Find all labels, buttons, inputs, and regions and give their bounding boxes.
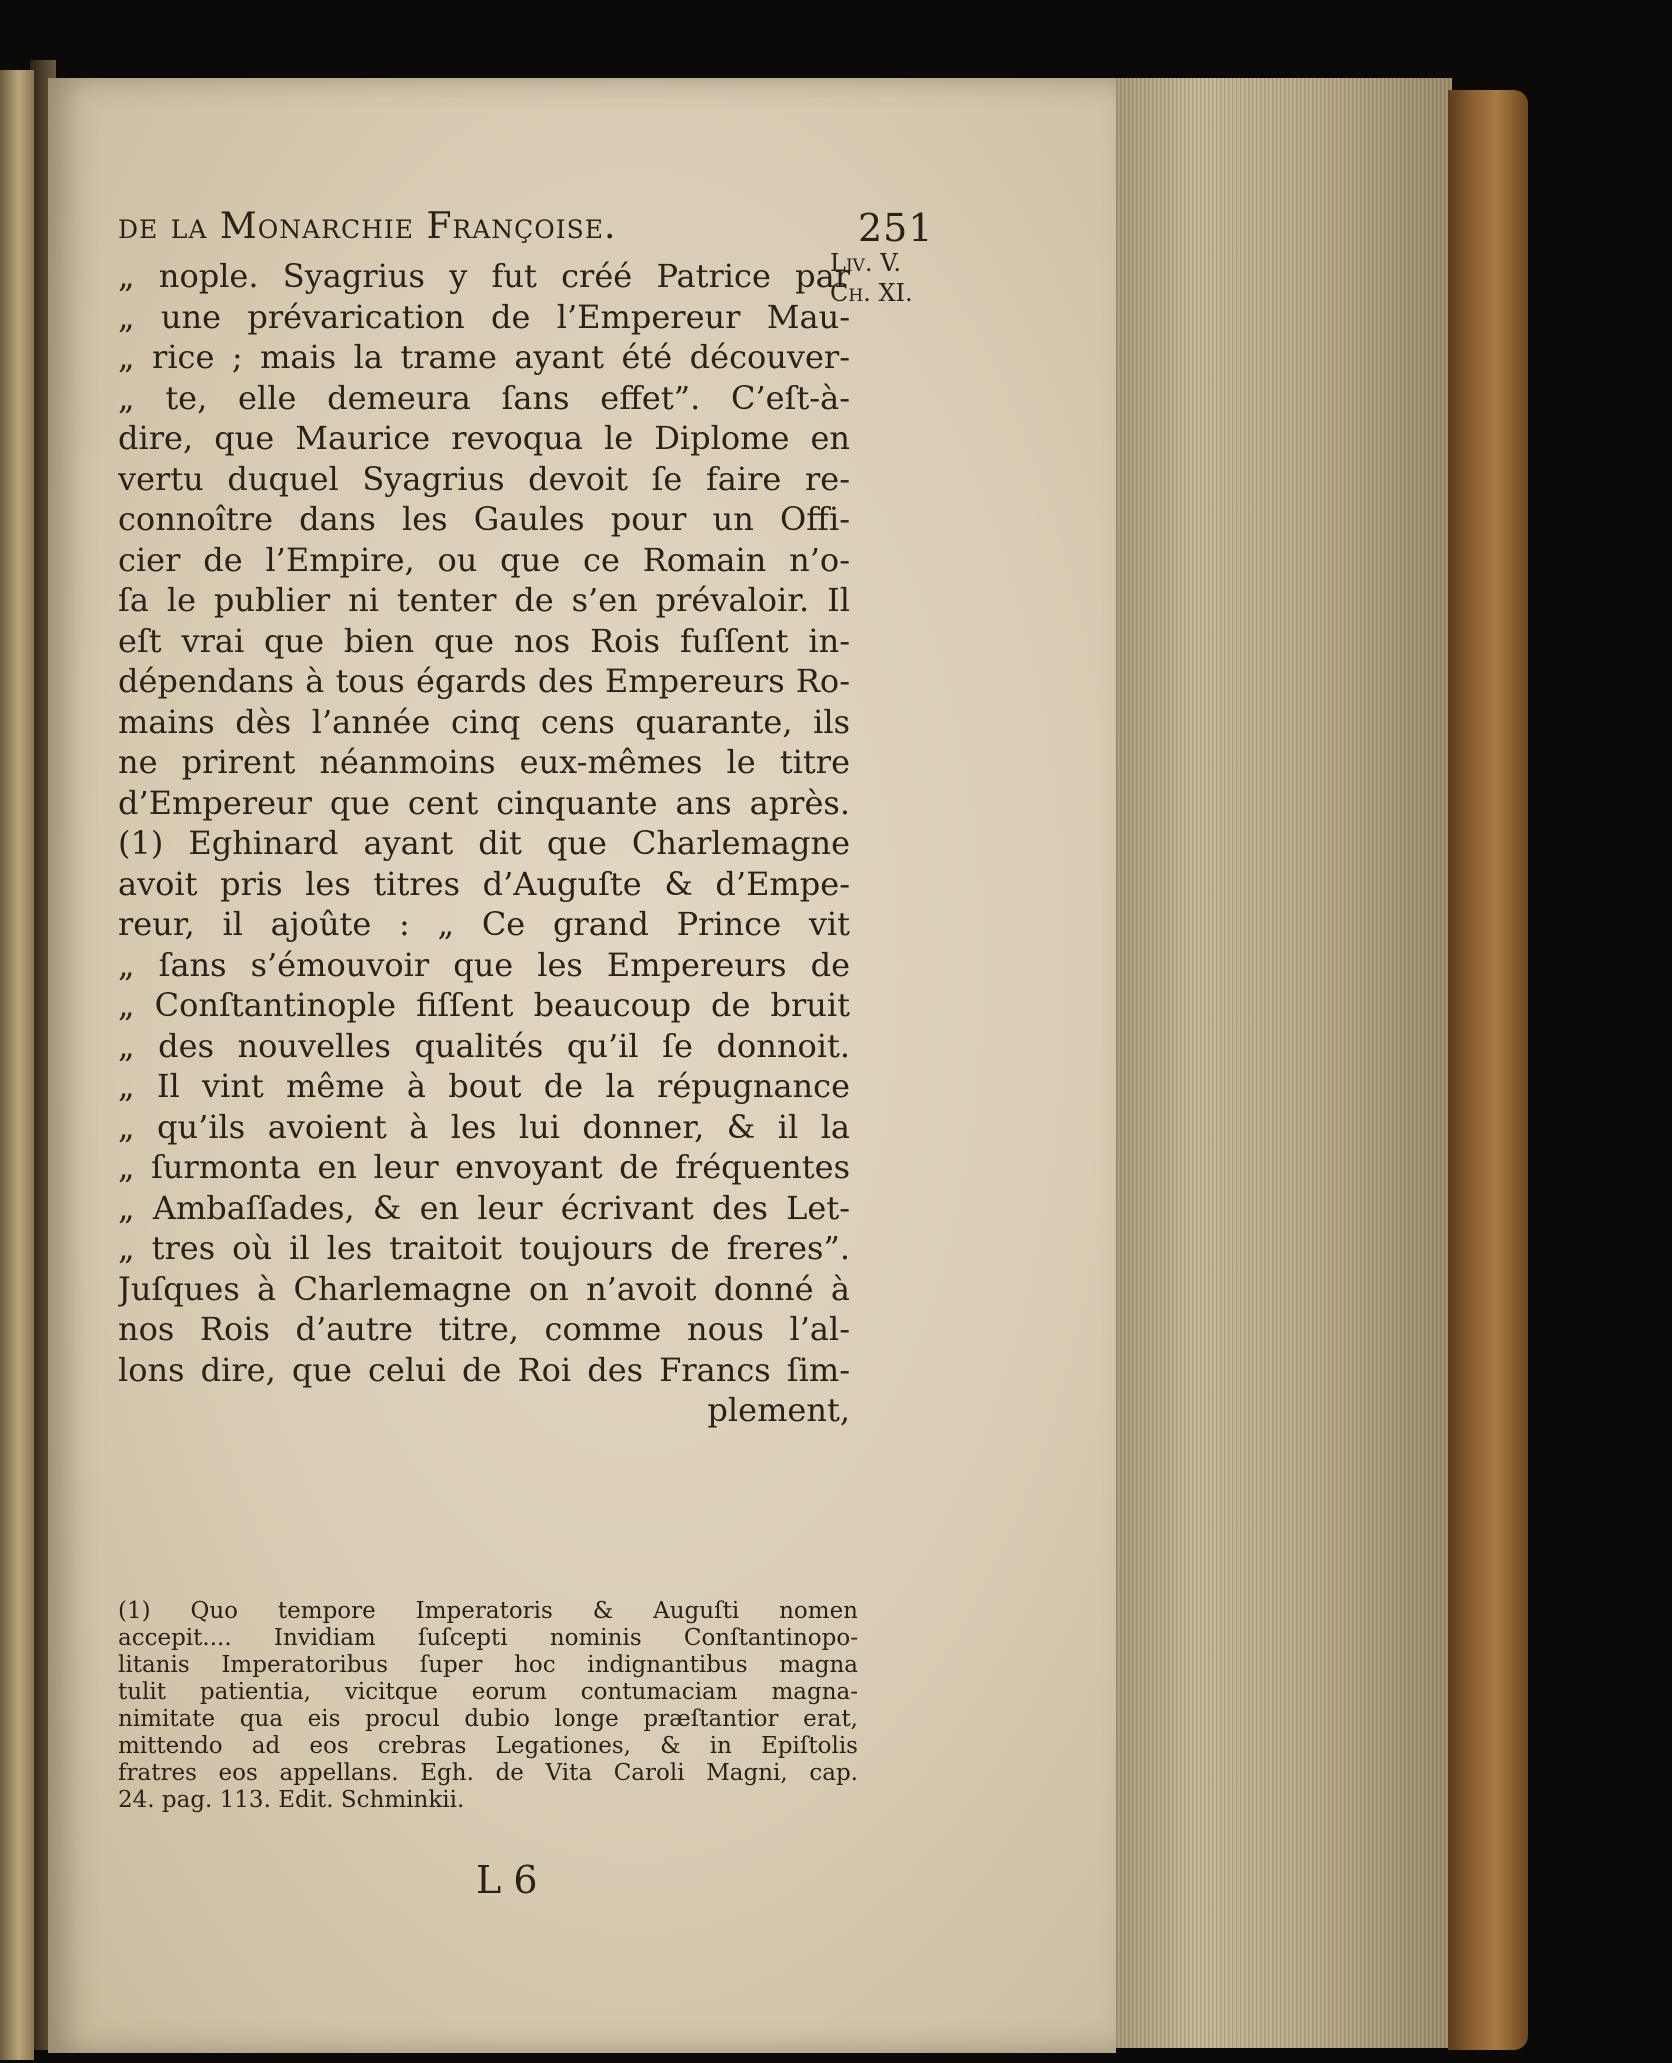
previous-page-edge bbox=[0, 70, 34, 2060]
running-title: de la Monarchie Françoise. bbox=[118, 206, 617, 247]
running-header bbox=[118, 206, 934, 250]
leather-cover-edge bbox=[1448, 90, 1528, 2050]
body-text bbox=[118, 256, 850, 1431]
body-line: eſt vrai que bien que nos Rois fuſſent in- bbox=[118, 621, 850, 660]
footnote-line: accepit.... Invidiam ſuſcepti nominis Conſtantinopo- bbox=[118, 1625, 858, 1651]
body-line: lons dire, que celui de Roi des Francs ſim- bbox=[118, 1350, 850, 1389]
signature-mark: L 6 bbox=[476, 1858, 538, 1902]
margin-note-chapter: Ch. XI. bbox=[830, 279, 913, 307]
body-line: „ Il vint même à bout de la répugnance bbox=[118, 1067, 850, 1105]
footnote-line: (1) Quo tempore Imperatoris & Auguſti nomen bbox=[118, 1598, 858, 1624]
margin-note-book: Liv. V. bbox=[830, 249, 901, 277]
body-line: „ tres où il les traitoit toujours de freres”. bbox=[118, 1229, 850, 1267]
footnote-line: nimitate qua eis procul dubio longe præſtantior erat, bbox=[118, 1706, 858, 1732]
footnote-line: 24. pag. 113. Edit. Schminkii. bbox=[118, 1787, 465, 1813]
body-line: „ te, elle demeura ſans effet”. C’eſt-à- bbox=[118, 378, 850, 417]
body-line: d’Empereur que cent cinquante ans après. bbox=[118, 783, 850, 822]
footnote-line: mittendo ad eos crebras Legationes, & in Epiſtolis bbox=[118, 1733, 858, 1759]
body-line: „ nople. Syagrius y fut créé Patrice par bbox=[118, 257, 850, 295]
body-line: „ Conſtantinople fiſſent beaucoup de bruit bbox=[118, 986, 850, 1024]
footnote-block bbox=[118, 1598, 858, 1814]
body-line: nos Rois d’autre titre, comme nous l’al- bbox=[118, 1310, 850, 1348]
footnote-line: fratres eos appellans. Egh. de Vita Caroli Magni, cap. bbox=[118, 1760, 858, 1786]
body-line: Juſques à Charlemagne on n’avoit donné à bbox=[118, 1269, 850, 1308]
body-line: ne prirent néanmoins eux-mêmes le titre bbox=[118, 743, 850, 781]
body-line: „ Ambaſſades, & en leur écrivant des Let- bbox=[118, 1188, 850, 1227]
body-line: plement, bbox=[707, 1391, 850, 1429]
book-page-edges bbox=[1112, 78, 1452, 2048]
body-line: dire, que Maurice revoqua le Diplome en bbox=[118, 419, 850, 457]
body-line: dépendans à tous égards des Empereurs Ro- bbox=[118, 662, 850, 700]
body-line: reur, il ajoûte : „ Ce grand Prince vit bbox=[118, 905, 850, 943]
body-line: „ rice ; mais la trame ayant été découver- bbox=[118, 338, 850, 376]
body-line: „ ſans s’émouvoir que les Empereurs de bbox=[118, 945, 850, 984]
body-line: „ qu’ils avoient à les lui donner, & il la bbox=[118, 1107, 850, 1146]
body-line: „ ſurmonta en leur envoyant de fréquentes bbox=[118, 1148, 850, 1186]
body-line: (1) Eghinard ayant dit que Charlemagne bbox=[118, 824, 850, 862]
body-line: „ des nouvelles qualités qu’il ſe donnoit. bbox=[118, 1026, 850, 1065]
body-line: mains dès l’année cinq cens quarante, ils bbox=[118, 702, 850, 741]
page-number: 251 bbox=[858, 206, 934, 250]
body-line: „ une prévarication de l’Empereur Mau- bbox=[118, 297, 850, 336]
page-text-area bbox=[48, 78, 1116, 2053]
footnote-line: litanis Imperatoribus ſuper hoc indignantibus magna bbox=[118, 1652, 858, 1678]
body-line: cier de l’Empire, ou que ce Romain n’o- bbox=[118, 540, 850, 579]
body-line: vertu duquel Syagrius devoit ſe faire re- bbox=[118, 459, 850, 498]
body-line: connoître dans les Gaules pour un Offi- bbox=[118, 500, 850, 538]
body-line: avoit pris les titres d’Auguſte & d’Empe- bbox=[118, 864, 850, 903]
footnote-line: tulit patientia, vicitque eorum contumaciam magna- bbox=[118, 1679, 858, 1705]
book-page bbox=[48, 78, 1116, 2053]
body-line: ſa le publier ni tenter de s’en prévaloir. Il bbox=[118, 581, 850, 619]
